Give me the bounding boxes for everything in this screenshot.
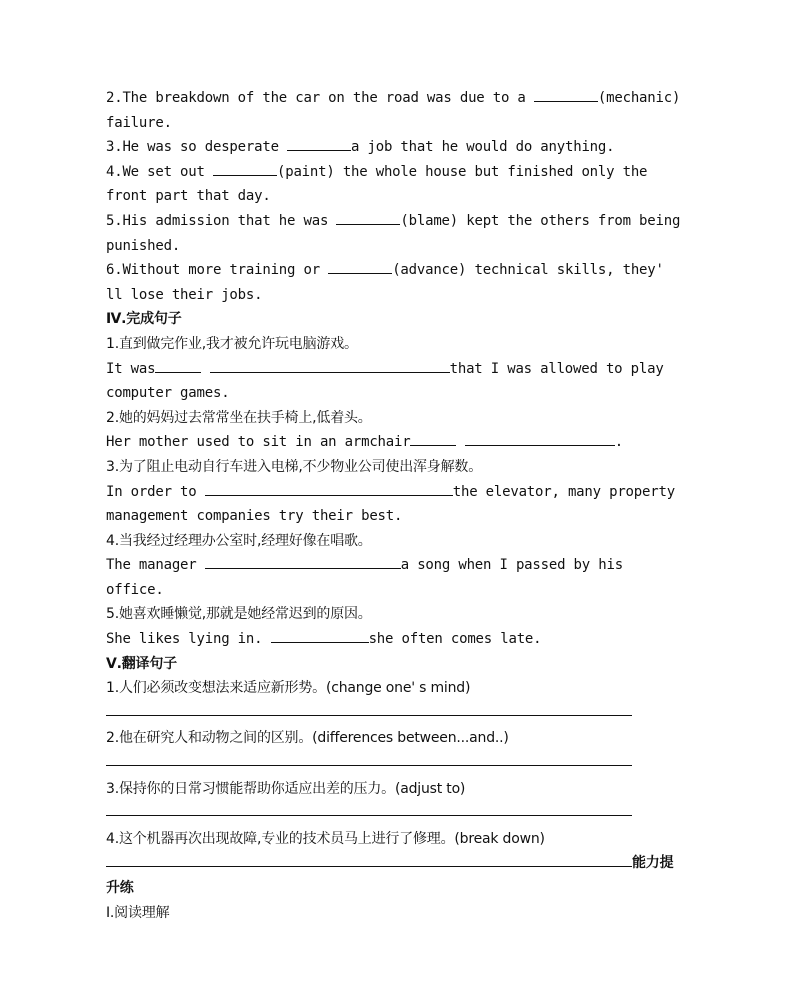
worksheet-page — [106, 86, 686, 925]
sentence-5-start: She likes lying in. — [106, 631, 271, 648]
answer-blank[interactable] — [287, 136, 351, 151]
exercise-item-3 — [106, 135, 686, 160]
answer-blank[interactable] — [410, 431, 456, 446]
sentence-2-chinese: 2.她的妈妈过去常常坐在扶手椅上,低着头。 — [106, 409, 372, 426]
ability-heading-part1: 能力提 — [632, 855, 674, 872]
exercise-item-4 — [106, 160, 686, 185]
sentence-2-english — [106, 430, 686, 455]
sentence-3-end: the elevator, many property — [452, 483, 675, 500]
sentence-1-start: It was — [106, 360, 156, 377]
sentence-3-start: In order to — [106, 483, 205, 500]
sentence-1-cont: computer games. — [106, 385, 230, 402]
answer-blank[interactable] — [205, 554, 401, 569]
sentence-2-end: . — [614, 434, 623, 451]
sentence-5-english — [106, 627, 686, 652]
answer-blank[interactable] — [155, 358, 201, 373]
sentence-3-chinese: 3.为了阻止电动自行车进入电梯,不少物业公司使出浑身解数。 — [106, 458, 483, 475]
sentence-1-english — [106, 357, 686, 382]
answer-blank[interactable] — [534, 87, 598, 102]
answer-line[interactable] — [106, 852, 632, 867]
sentence-1-chinese: 1.直到做完作业,我才被允许玩电脑游戏。 — [106, 335, 358, 352]
translation-2-prompt: 2.他在研究人和动物之间的区别。(differences between...and..) — [106, 730, 509, 747]
exercise-item-6-cont: ll lose their jobs. — [106, 286, 263, 303]
exercise-item-5-cont: punished. — [106, 237, 181, 254]
exercise-item-5 — [106, 209, 686, 234]
answer-line[interactable] — [106, 751, 632, 766]
answer-line[interactable] — [106, 701, 632, 716]
item-6-text: 6.Without more training or — [106, 262, 329, 279]
exercise-item-2 — [106, 86, 686, 111]
exercise-item-4-cont: front part that day. — [106, 188, 271, 205]
sentence-4-start: The manager — [106, 557, 205, 574]
answer-blank[interactable] — [328, 259, 392, 274]
section-iv-heading: Ⅳ.完成句子 — [106, 311, 182, 328]
translation-1-prompt: 1.人们必须改变想法来适应新形势。(change one' s mind) — [106, 680, 471, 697]
translation-3-prompt: 3.保持你的日常习惯能帮助你适应出差的压力。(adjust to) — [106, 780, 466, 797]
answer-blank[interactable] — [213, 161, 277, 176]
sentence-4-english — [106, 553, 686, 578]
section-v-heading: Ⅴ.翻译句子 — [106, 655, 177, 672]
sentence-3-english — [106, 480, 686, 505]
translation-4-prompt: 4.这个机器再次出现故障,专业的技术员马上进行了修理。(break down) — [106, 830, 545, 847]
item-3-text: 3.He was so desperate — [106, 139, 288, 156]
sentence-3-cont: management companies try their best. — [106, 508, 403, 525]
translation-4-answer — [106, 851, 686, 876]
sentence-4-chinese: 4.当我经过经理办公室时,经理好像在唱歌。 — [106, 532, 372, 549]
sentence-5-chinese: 5.她喜欢睡懒觉,那就是她经常迟到的原因。 — [106, 606, 372, 623]
item-4-text: 4.We set out — [106, 163, 213, 180]
section-i-heading: Ⅰ.阅读理解 — [106, 904, 170, 921]
item-3-text-end: a job that he would do anything. — [351, 139, 615, 156]
answer-blank[interactable] — [336, 210, 400, 225]
item-4-hint: (paint) the whole house but finished only the — [276, 163, 648, 180]
item-2-text: 2.The breakdown of the car on the road was due to a — [106, 90, 534, 106]
exercise-item-6 — [106, 258, 686, 283]
answer-blank[interactable] — [271, 628, 369, 643]
sentence-1-end: that I was allowed to play — [449, 360, 664, 377]
ability-heading-part2: 升练 — [106, 880, 134, 896]
answer-blank[interactable] — [465, 431, 615, 446]
item-5-text: 5.His admission that he was — [106, 212, 337, 229]
sentence-4-end: a song when I passed by his — [400, 557, 623, 574]
sentence-2-start: Her mother used to sit in an armchair — [106, 434, 411, 451]
answer-blank[interactable] — [210, 358, 450, 373]
exercise-item-2-cont: failure. — [106, 114, 172, 131]
sentence-5-end: she often comes late. — [368, 631, 542, 648]
sentence-4-cont: office. — [106, 581, 164, 598]
item-5-hint: (blame) kept the others from being — [400, 212, 681, 229]
item-6-hint: (advance) technical skills, they' — [392, 262, 664, 279]
answer-line[interactable] — [106, 801, 632, 816]
answer-blank[interactable] — [205, 481, 453, 496]
item-2-hint: (mechanic) — [597, 90, 681, 106]
